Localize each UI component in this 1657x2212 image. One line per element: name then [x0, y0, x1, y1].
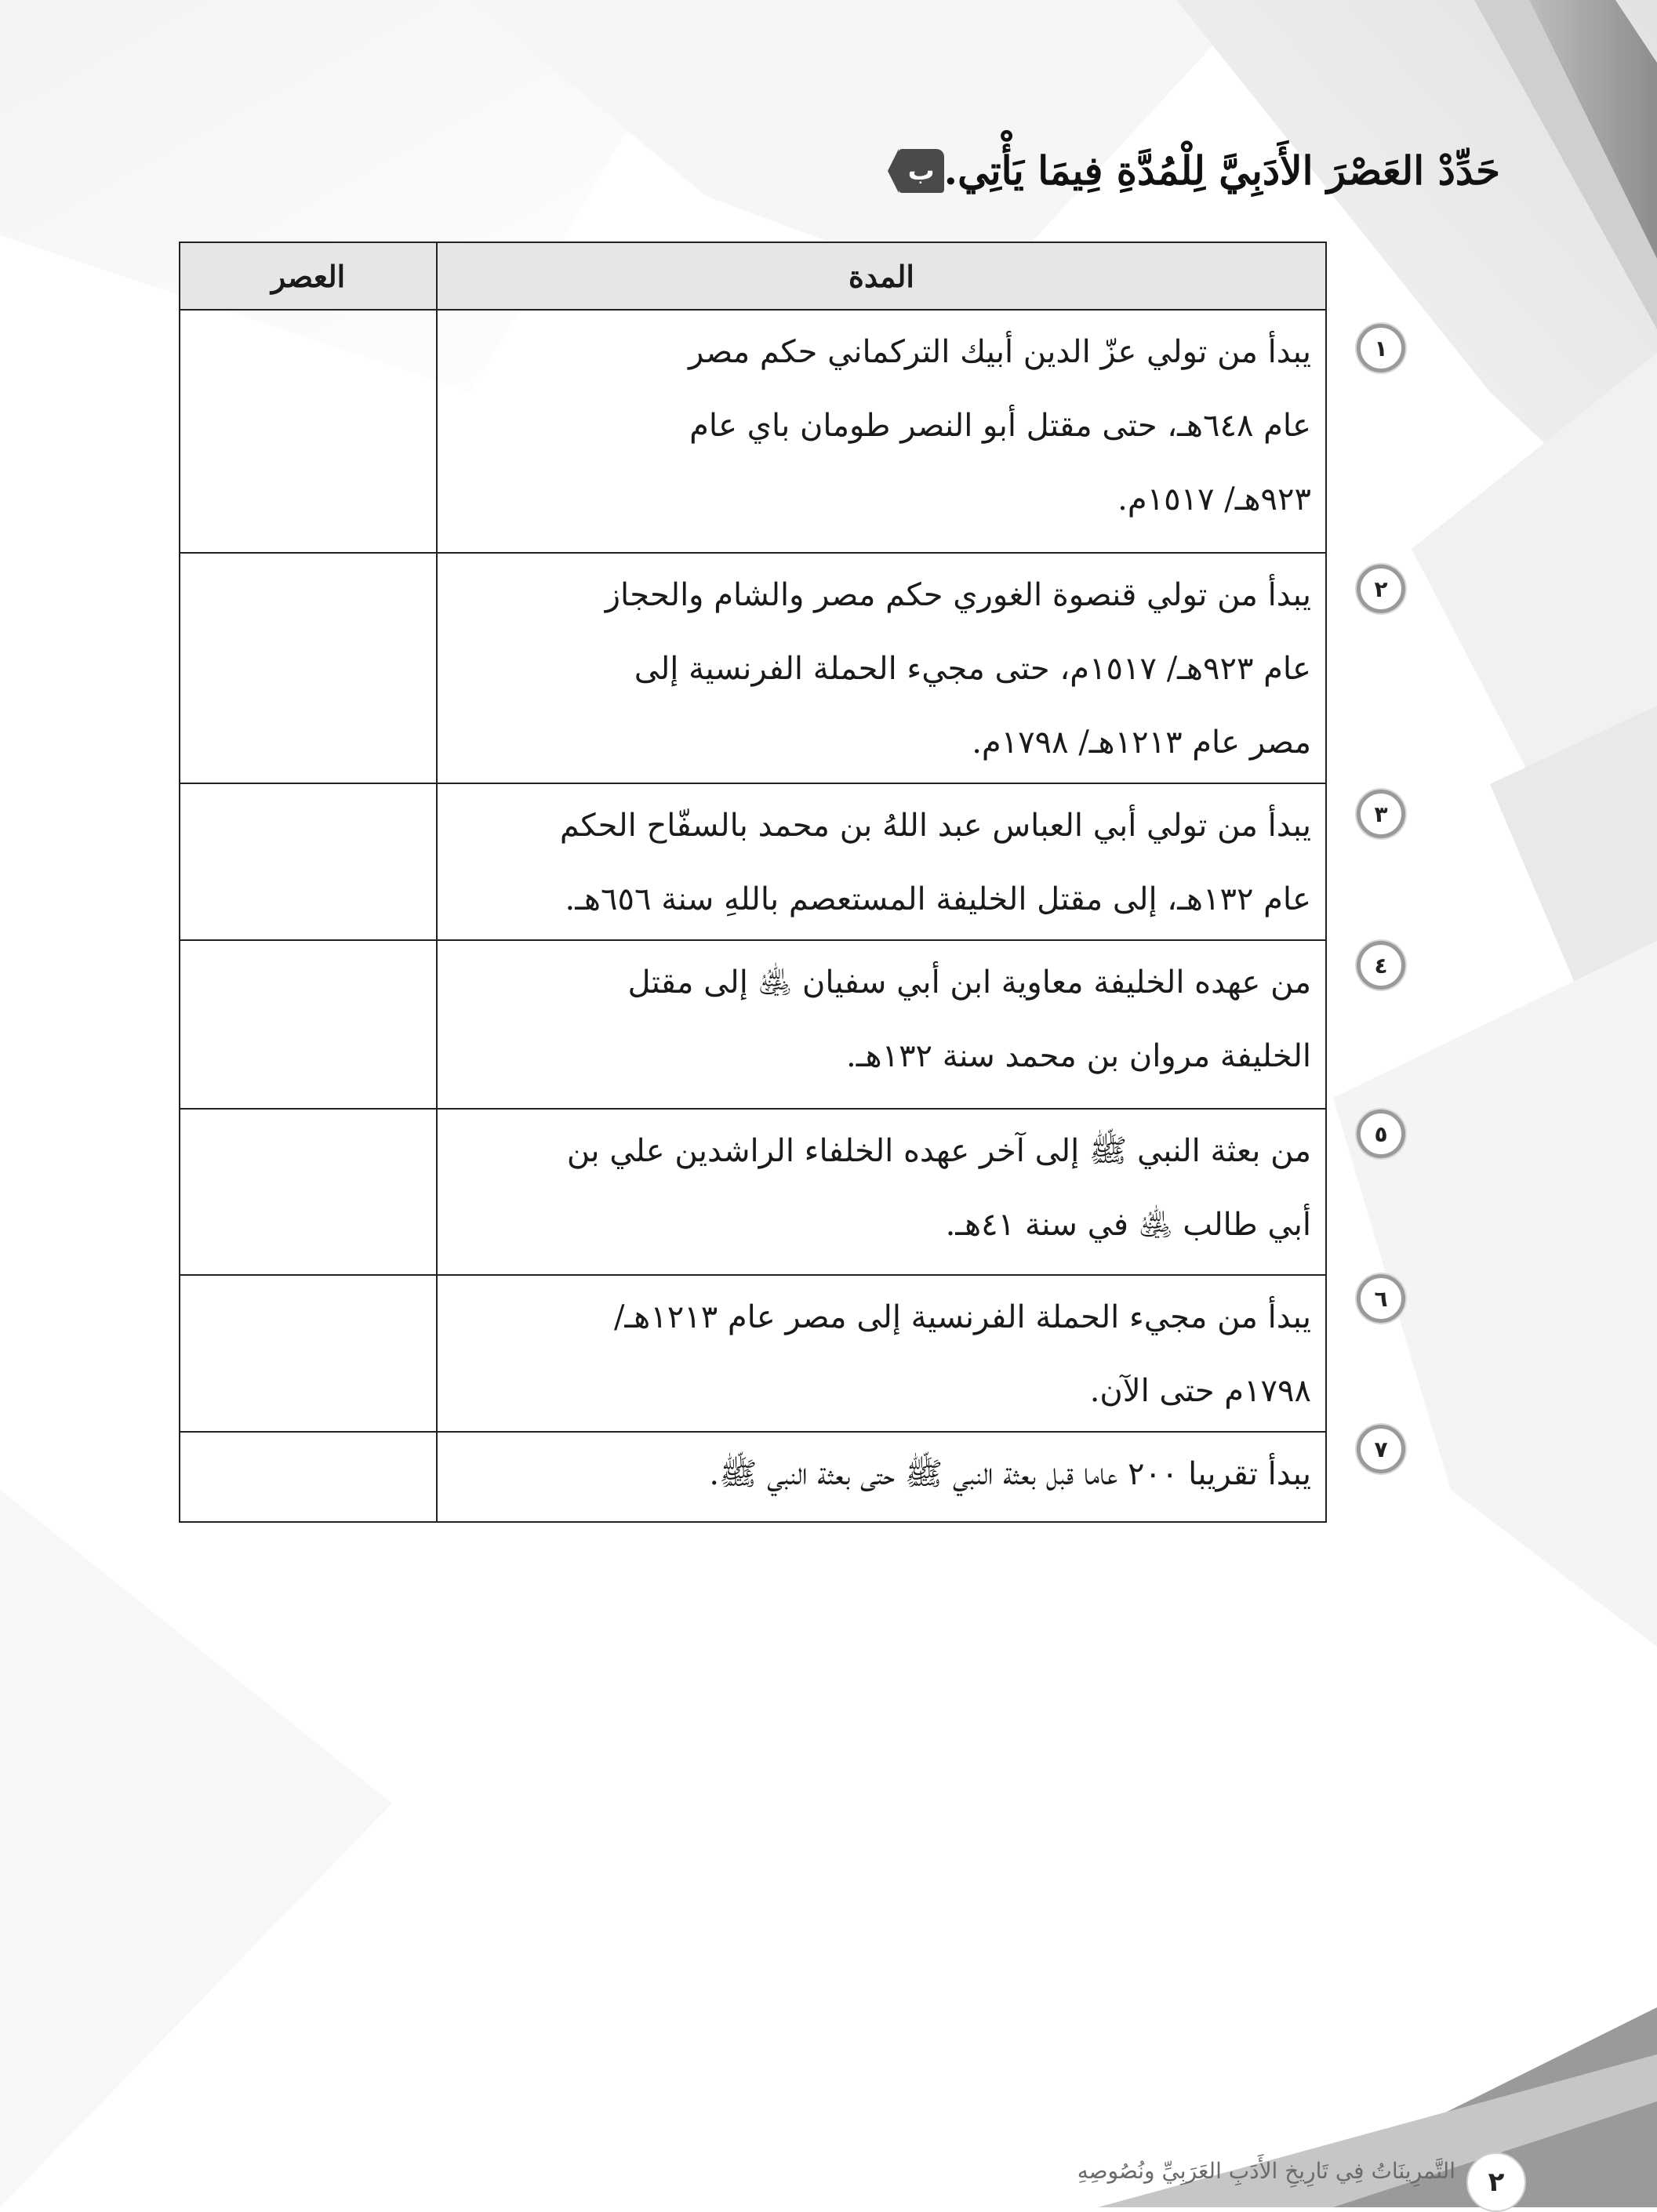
era-answer-cell[interactable] [180, 1275, 437, 1432]
era-answer-cell[interactable] [180, 310, 437, 553]
era-answer-cell[interactable] [180, 553, 437, 783]
row-number-badge: ٥ [1357, 1110, 1405, 1158]
table-row [180, 310, 1326, 553]
row-number-badge: ٤ [1357, 941, 1405, 990]
table-row [180, 1109, 1326, 1275]
period-cell [437, 310, 1326, 553]
table-row [180, 553, 1326, 783]
table-header-row [180, 242, 1326, 310]
section-heading [878, 147, 1500, 194]
row-number-badge: ١ [1357, 324, 1405, 372]
period-line: يبدأ من تولي أبي العباس عبد اللهُ بن محمد بالسفّاح الحكم [559, 808, 1311, 844]
book-title: التَّمرِينَاتُ فِي تَارِيخِ الأَدَبِ العَرَبِيِّ ونُصُوصِهِ [1077, 2158, 1455, 2184]
period-line: يبدأ من مجيء الحملة الفرنسية إلى مصر عام ١٢١٣هـ/ [613, 1299, 1311, 1335]
period-cell [437, 940, 1326, 1109]
header-era: العصر [180, 242, 437, 310]
row-number-badge: ٢ [1357, 565, 1405, 613]
period-cell [437, 783, 1326, 940]
period-line: الخليفة مروان بن محمد سنة ١٣٢هـ. [846, 1038, 1311, 1074]
period-line: يبدأ من تولي عزّ الدين أبيك التركماني حكم مصر [689, 334, 1311, 370]
era-answer-cell[interactable] [180, 1109, 437, 1275]
page-number: ٢ [1466, 2152, 1526, 2212]
section-marker: ب [899, 149, 944, 193]
era-answer-cell[interactable] [180, 783, 437, 940]
period-cell [437, 553, 1326, 783]
header-period: المدة [437, 242, 1326, 310]
period-line: عام ٩٢٣هـ/ ١٥١٧م، حتى مجيء الحملة الفرنسية إلى [634, 651, 1311, 687]
row-number-badge: ٦ [1357, 1274, 1405, 1323]
period-line: يبدأ من تولي قنصوة الغوري حكم مصر والشام والحجاز [605, 577, 1311, 613]
period-line: أبي طالب ﵁ في سنة ٤١هـ. [945, 1207, 1311, 1243]
period-line: من عهده الخليفة معاوية ابن أبي سفيان ﵁ إلى مقتل [627, 964, 1311, 1001]
period-line: ١٧٩٨م حتى الآن. [1089, 1373, 1311, 1409]
era-answer-cell[interactable] [180, 1432, 437, 1522]
period-line: من بعثة النبي ﷺ إلى آخر عهده الخلفاء الراشدين علي بن [566, 1133, 1311, 1169]
period-line: يبدأ تقريبا ٢٠٠ عاما قبل بعثة النبي ﷺ حتى بعثة النبي ﷺ. [709, 1456, 1311, 1492]
instruction-text: حَدِّدْ العَصْرَ الأَدَبِيَّ لِلْمُدَّةِ فِيمَا يَأْتِي. [943, 147, 1500, 194]
period-line: ٩٢٣هـ/ ١٥١٧م. [1117, 481, 1311, 518]
row-number-badge: ٧ [1357, 1425, 1405, 1473]
period-cell [437, 1275, 1326, 1432]
row-number-badge: ٣ [1357, 790, 1405, 838]
table-row [180, 1275, 1326, 1432]
period-cell [437, 1109, 1326, 1275]
table-row [180, 1432, 1326, 1522]
era-answer-cell[interactable] [180, 940, 437, 1109]
period-line: مصر عام ١٢١٣هـ/ ١٧٩٨م. [972, 725, 1311, 761]
period-cell [437, 1432, 1326, 1522]
table-row [180, 783, 1326, 940]
table-row [180, 940, 1326, 1109]
periods-table [179, 242, 1327, 1523]
period-line: عام ٦٤٨هـ، حتى مقتل أبو النصر طومان باي عام [689, 408, 1311, 444]
period-line: عام ١٣٢هـ، إلى مقتل الخليفة المستعصم باللهِ سنة ٦٥٦هـ. [565, 881, 1311, 917]
